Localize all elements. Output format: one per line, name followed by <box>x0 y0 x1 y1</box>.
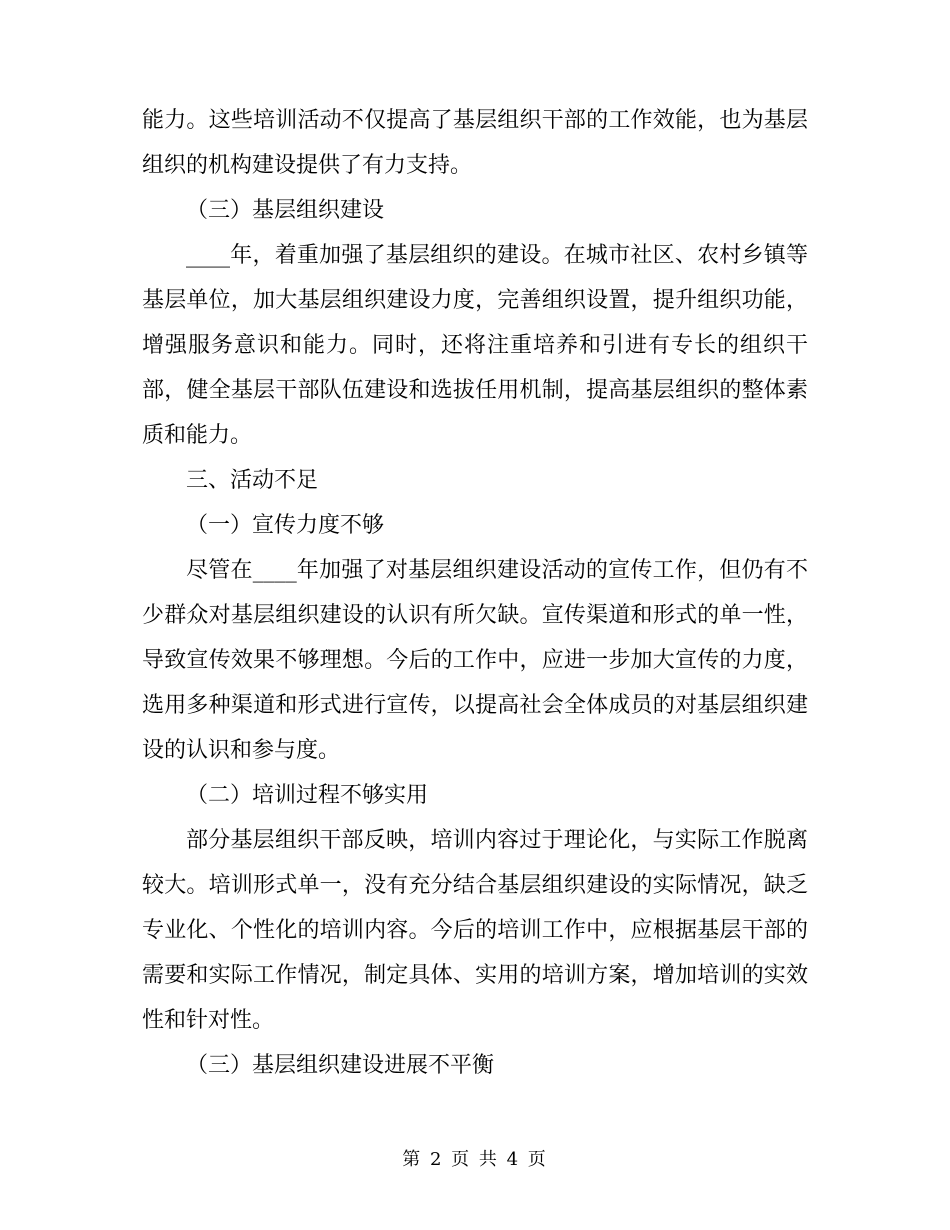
paragraph-training: 部分基层组织干部反映，培训内容过于理论化，与实际工作脱离较大。培训形式单一，没有充分结合基层组织建设的实际情况，缺乏专业化、个性化的培训内容。今后的培训工作中，应根据基层干部的需要和实际工作情况，制定具体、实用的培训方案，增加培训的实效性和针对性。 <box>142 828 808 1033</box>
subsection-heading-imbalance: （三）基层组织建设进展不平衡 <box>186 1053 495 1078</box>
section-heading-shortcomings: 三、活动不足 <box>186 468 319 493</box>
paragraph-continuation: 能力。这些培训活动不仅提高了基层组织干部的工作效能，也为基层组织的机构建设提供了有力支持。 <box>142 108 808 178</box>
section-heading-grassroots-building: （三）基层组织建设 <box>186 198 385 223</box>
page-number-footer: 第 2 页 共 4 页 <box>402 1149 548 1170</box>
paragraph-publicity: 尽管在____年加强了对基层组织建设活动的宣传工作，但仍有不少群众对基层组织建设的认识有所欠缺。宣传渠道和形式的单一性，导致宣传效果不够理想。今后的工作中，应进一步加大宣传的力度，选用多种渠道和形式进行宣传，以提高社会全体成员的对基层组织建设的认识和参与度。 <box>142 558 808 763</box>
document-body <box>142 98 808 1088</box>
subsection-heading-publicity: （一）宣传力度不够 <box>186 513 385 538</box>
paragraph-grassroots-building: ____年，着重加强了基层组织的建设。在城市社区、农村乡镇等基层单位，加大基层组织建设力度，完善组织设置，提升组织功能，增强服务意识和能力。同时，还将注重培养和引进有专长的组织干部，健全基层干部队伍建设和选拔任用机制，提高基层组织的整体素质和能力。 <box>142 243 808 448</box>
subsection-heading-training: （二）培训过程不够实用 <box>186 783 429 808</box>
